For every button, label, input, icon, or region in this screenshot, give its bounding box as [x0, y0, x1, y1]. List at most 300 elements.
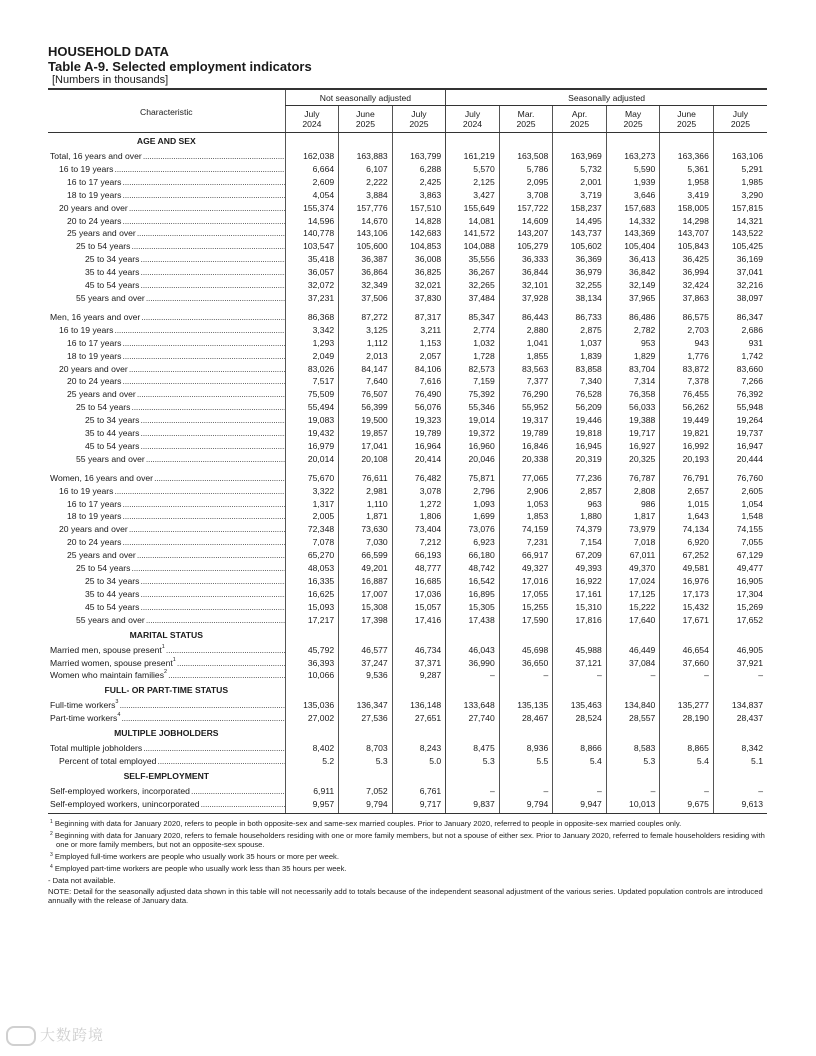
value-cell: 46,577 [339, 644, 393, 657]
table-row [48, 202, 767, 215]
value-cell: 2,782 [606, 324, 660, 337]
value-cell: 163,883 [339, 150, 393, 163]
value-cell: 143,707 [660, 227, 714, 240]
value-cell: 77,236 [553, 472, 607, 485]
value-cell: 161,219 [446, 150, 500, 163]
footnote: $^3$ Employed full-time workers are people who usually work 35 hours or more per week. [50, 851, 339, 861]
value-cell: – [606, 669, 660, 682]
value-cell: 37,371 [392, 657, 446, 670]
value-cell: 56,262 [660, 401, 714, 414]
value-cell: 75,509 [285, 388, 339, 401]
value-cell: 27,740 [446, 712, 500, 725]
value-cell: 8,475 [446, 742, 500, 755]
value-cell: 49,327 [499, 562, 553, 575]
value-cell: 2,657 [660, 485, 714, 498]
characteristic-header: Characteristic [48, 89, 285, 133]
value-cell: 86,733 [553, 311, 607, 324]
row-label: Percent of total employed . . . [59, 755, 285, 768]
row-label: 25 to 34 years . . . [85, 575, 285, 588]
period-month: July [732, 109, 749, 119]
value-cell: 17,173 [660, 588, 714, 601]
row-label: 45 to 54 years . . . [85, 601, 285, 614]
value-cell: 37,660 [660, 657, 714, 670]
value-cell: 1,032 [446, 337, 500, 350]
value-cell: 20,444 [713, 453, 767, 466]
value-cell: – [660, 669, 714, 682]
value-cell: 17,671 [660, 614, 714, 627]
value-cell: 17,041 [339, 440, 393, 453]
value-cell: 7,314 [606, 375, 660, 388]
table-row [48, 324, 767, 337]
table-row [48, 427, 767, 440]
value-cell: 74,159 [499, 523, 553, 536]
period-year: 2025 [677, 119, 697, 129]
value-cell: 157,722 [499, 202, 553, 215]
value-cell: 28,524 [553, 712, 607, 725]
value-cell: 14,298 [660, 215, 714, 228]
period-year: 2025 [516, 119, 536, 129]
value-cell: 16,979 [285, 440, 339, 453]
value-cell: 6,288 [392, 163, 446, 176]
table-row [48, 549, 767, 562]
value-cell: 75,392 [446, 388, 500, 401]
value-cell: 2,125 [446, 176, 500, 189]
value-cell: 19,014 [446, 414, 500, 427]
row-label: 55 years and over . . . [76, 453, 285, 466]
value-cell: 7,159 [446, 375, 500, 388]
value-cell: 55,494 [285, 401, 339, 414]
value-cell: 2,880 [499, 324, 553, 337]
value-cell: 19,449 [660, 414, 714, 427]
value-cell: 17,652 [713, 614, 767, 627]
value-cell: 163,508 [499, 150, 553, 163]
value-cell: 16,947 [713, 440, 767, 453]
value-cell: 5.0 [392, 755, 446, 768]
value-cell: 143,106 [339, 227, 393, 240]
value-cell: 16,976 [660, 575, 714, 588]
value-cell: 1,839 [553, 350, 607, 363]
table-row [48, 536, 767, 549]
table-row [48, 644, 767, 657]
table-row [48, 440, 767, 453]
row-label: 25 years and over . . . [67, 549, 285, 562]
value-cell: 1,015 [660, 498, 714, 511]
row-label: 25 years and over . . . [67, 388, 285, 401]
value-cell: 19,372 [446, 427, 500, 440]
value-cell: 46,905 [713, 644, 767, 657]
table-row [48, 350, 767, 363]
value-cell: 16,542 [446, 575, 500, 588]
value-cell: 143,737 [553, 227, 607, 240]
value-cell: 1,054 [713, 498, 767, 511]
value-cell: 3,646 [606, 189, 660, 202]
value-cell: 9,794 [339, 798, 393, 813]
value-cell: 37,863 [660, 292, 714, 305]
value-cell: 135,135 [499, 699, 553, 712]
value-cell: 46,734 [392, 644, 446, 657]
value-cell: 75,670 [285, 472, 339, 485]
period-month: June [356, 109, 375, 119]
value-cell: 1,853 [499, 510, 553, 523]
value-cell: 3,211 [392, 324, 446, 337]
value-cell: 14,609 [499, 215, 553, 228]
value-cell: 1,110 [339, 498, 393, 511]
value-cell: 9,287 [392, 669, 446, 682]
value-cell: 3,125 [339, 324, 393, 337]
value-cell: 17,590 [499, 614, 553, 627]
value-cell: 20,338 [499, 453, 553, 466]
value-cell: 37,231 [285, 292, 339, 305]
value-cell: 1,643 [660, 510, 714, 523]
footnotes [48, 819, 767, 905]
value-cell: 105,404 [606, 240, 660, 253]
table-row [48, 292, 767, 305]
row-label: 25 to 54 years . . . [76, 240, 285, 253]
value-cell: 15,269 [713, 601, 767, 614]
watermark-logo-icon [6, 1026, 36, 1046]
value-cell: 37,121 [553, 657, 607, 670]
value-cell: 56,033 [606, 401, 660, 414]
value-cell: 9,717 [392, 798, 446, 813]
value-cell: 87,272 [339, 311, 393, 324]
value-cell: 38,097 [713, 292, 767, 305]
value-cell: 28,437 [713, 712, 767, 725]
table-row [48, 240, 767, 253]
row-label: 16 to 19 years . . . [59, 485, 285, 498]
value-cell: 5,732 [553, 163, 607, 176]
value-cell: 45,988 [553, 644, 607, 657]
value-cell: 76,490 [392, 388, 446, 401]
value-cell: 56,209 [553, 401, 607, 414]
value-cell: 16,887 [339, 575, 393, 588]
row-label: 16 to 17 years . . . [67, 337, 285, 350]
section-header-row [48, 725, 767, 742]
value-cell: 8,866 [553, 742, 607, 755]
value-cell: 86,443 [499, 311, 553, 324]
value-cell: 9,947 [553, 798, 607, 813]
value-cell: 14,828 [392, 215, 446, 228]
row-label: Part-time workers$^4$ . . . [50, 712, 285, 725]
value-cell: 36,413 [606, 253, 660, 266]
value-cell: 133,648 [446, 699, 500, 712]
value-cell: 55,948 [713, 401, 767, 414]
value-cell: 66,180 [446, 549, 500, 562]
table-row [48, 575, 767, 588]
row-label: 20 to 24 years . . . [67, 215, 285, 228]
value-cell: 5,786 [499, 163, 553, 176]
value-cell: 1,939 [606, 176, 660, 189]
value-cell: 157,815 [713, 202, 767, 215]
value-cell: 2,808 [606, 485, 660, 498]
value-cell: 67,011 [606, 549, 660, 562]
value-cell: 83,704 [606, 363, 660, 376]
row-label: 45 to 54 years . . . [85, 279, 285, 292]
value-cell: 931 [713, 337, 767, 350]
table-row [48, 712, 767, 725]
value-cell: 49,201 [339, 562, 393, 575]
value-cell: 49,581 [660, 562, 714, 575]
period-header [392, 106, 446, 133]
value-cell: 49,370 [606, 562, 660, 575]
value-cell: 3,342 [285, 324, 339, 337]
value-cell: – [446, 669, 500, 682]
row-label: Women, 16 years and over . . . [50, 472, 285, 485]
value-cell: 16,846 [499, 440, 553, 453]
value-cell: 49,393 [553, 562, 607, 575]
value-cell: 3,719 [553, 189, 607, 202]
value-cell: 56,076 [392, 401, 446, 414]
value-cell: 74,155 [713, 523, 767, 536]
value-cell: 143,369 [606, 227, 660, 240]
value-cell: 10,066 [285, 669, 339, 682]
value-cell: 16,905 [713, 575, 767, 588]
value-cell: 73,979 [606, 523, 660, 536]
value-cell: 2,906 [499, 485, 553, 498]
row-label: Full-time workers$^3$ . . . [50, 699, 285, 712]
value-cell: 140,778 [285, 227, 339, 240]
value-cell: 14,596 [285, 215, 339, 228]
document-category: HOUSEHOLD DATA [48, 44, 169, 59]
table-row [48, 279, 767, 292]
value-cell: 16,945 [553, 440, 607, 453]
value-cell: 37,084 [606, 657, 660, 670]
value-cell: – [713, 669, 767, 682]
value-cell: 3,708 [499, 189, 553, 202]
value-cell: 32,424 [660, 279, 714, 292]
value-cell: 5,361 [660, 163, 714, 176]
value-cell: 2,425 [392, 176, 446, 189]
row-label: Total, 16 years and over . . . [50, 150, 285, 163]
value-cell: 16,685 [392, 575, 446, 588]
value-cell: 142,683 [392, 227, 446, 240]
value-cell: 2,981 [339, 485, 393, 498]
value-cell: 963 [553, 498, 607, 511]
value-cell: 36,369 [553, 253, 607, 266]
value-cell: 7,266 [713, 375, 767, 388]
value-cell: 19,717 [606, 427, 660, 440]
value-cell: 1,293 [285, 337, 339, 350]
value-cell: 1,153 [392, 337, 446, 350]
value-cell: 20,414 [392, 453, 446, 466]
value-cell: 16,895 [446, 588, 500, 601]
value-cell: 1,871 [339, 510, 393, 523]
value-cell: 134,840 [606, 699, 660, 712]
row-label: 55 years and over . . . [76, 292, 285, 305]
value-cell: 20,325 [606, 453, 660, 466]
value-cell: 15,305 [446, 601, 500, 614]
value-cell: – [713, 785, 767, 798]
section-header-row [48, 768, 767, 785]
value-cell: 19,789 [392, 427, 446, 440]
period-month: June [677, 109, 696, 119]
value-cell: 7,640 [339, 375, 393, 388]
value-cell: 36,825 [392, 266, 446, 279]
value-cell: 9,675 [660, 798, 714, 813]
table-row [48, 485, 767, 498]
value-cell: 76,611 [339, 472, 393, 485]
period-year: 2024 [302, 119, 322, 129]
period-header [339, 106, 393, 133]
value-cell: 2,875 [553, 324, 607, 337]
value-cell: 55,952 [499, 401, 553, 414]
value-cell: 17,161 [553, 588, 607, 601]
value-cell: 20,193 [660, 453, 714, 466]
table-title: Table A-9. Selected employment indicators [48, 59, 312, 74]
value-cell: 158,237 [553, 202, 607, 215]
period-header [606, 106, 660, 133]
value-cell: 6,761 [392, 785, 446, 798]
value-cell: 1,829 [606, 350, 660, 363]
value-cell: 74,379 [553, 523, 607, 536]
value-cell: 2,005 [285, 510, 339, 523]
value-cell: 19,388 [606, 414, 660, 427]
value-cell: 136,148 [392, 699, 446, 712]
value-cell: 19,323 [392, 414, 446, 427]
value-cell: 67,209 [553, 549, 607, 562]
row-label: 25 to 34 years . . . [85, 253, 285, 266]
row-label: 20 to 24 years . . . [67, 375, 285, 388]
section-header-row [48, 133, 767, 151]
period-year: 2025 [569, 119, 590, 129]
table-row [48, 614, 767, 627]
row-label: 20 years and over . . . [59, 202, 285, 215]
table-row [48, 601, 767, 614]
value-cell: 5.5 [499, 755, 553, 768]
value-cell: 1,880 [553, 510, 607, 523]
value-cell: 5.4 [553, 755, 607, 768]
value-cell: 163,273 [606, 150, 660, 163]
value-cell: 158,005 [660, 202, 714, 215]
table-row [48, 311, 767, 324]
value-cell: 143,207 [499, 227, 553, 240]
footnote: $^4$ Employed part-time workers are people who usually work less than 35 hours per week. [50, 863, 347, 873]
value-cell: 20,046 [446, 453, 500, 466]
value-cell: 7,030 [339, 536, 393, 549]
row-label: 16 to 17 years . . . [67, 176, 285, 189]
row-label: 35 to 44 years . . . [85, 588, 285, 601]
value-cell: 5.3 [339, 755, 393, 768]
table-row [48, 472, 767, 485]
value-cell: 134,837 [713, 699, 767, 712]
value-cell: 45,698 [499, 644, 553, 657]
value-cell: 15,308 [339, 601, 393, 614]
table-row [48, 510, 767, 523]
value-cell: – [446, 785, 500, 798]
period-month: Apr. [571, 109, 588, 119]
value-cell: 5,291 [713, 163, 767, 176]
period-month: July [411, 109, 427, 119]
value-cell: 163,969 [553, 150, 607, 163]
value-cell: 1,093 [446, 498, 500, 511]
value-cell: 7,055 [713, 536, 767, 549]
value-cell: 157,683 [606, 202, 660, 215]
value-cell: 17,055 [499, 588, 553, 601]
value-cell: 17,007 [339, 588, 393, 601]
row-label: 35 to 44 years . . . [85, 427, 285, 440]
value-cell: 28,190 [660, 712, 714, 725]
table-row [48, 150, 767, 163]
value-cell: 76,528 [553, 388, 607, 401]
value-cell: – [606, 785, 660, 798]
value-cell: 32,149 [606, 279, 660, 292]
row-label: 55 years and over . . . [76, 614, 285, 627]
section-title: SELF-EMPLOYMENT [123, 770, 210, 781]
watermark-text: 大数跨境 [40, 1026, 105, 1044]
value-cell: 1,776 [660, 350, 714, 363]
section-title: AGE AND SEX [136, 136, 196, 146]
not-seasonally-adjusted-header: Not seasonally adjusted [285, 89, 446, 106]
value-cell: 1,728 [446, 350, 500, 363]
period-month: July [304, 109, 320, 119]
section-header-row [48, 682, 767, 699]
value-cell: 36,994 [660, 266, 714, 279]
row-label: 20 years and over . . . [59, 523, 285, 536]
table-row [48, 523, 767, 536]
value-cell: 5.4 [660, 755, 714, 768]
value-cell: 32,255 [553, 279, 607, 292]
value-cell: 3,419 [660, 189, 714, 202]
value-cell: 74,134 [660, 523, 714, 536]
value-cell: 83,026 [285, 363, 339, 376]
value-cell: 2,605 [713, 485, 767, 498]
value-cell: 1,855 [499, 350, 553, 363]
value-cell: – [660, 785, 714, 798]
value-cell: 135,277 [660, 699, 714, 712]
value-cell: 157,510 [392, 202, 446, 215]
value-cell: 105,425 [713, 240, 767, 253]
value-cell: 4,054 [285, 189, 339, 202]
table-row [48, 227, 767, 240]
period-month: May [624, 109, 642, 119]
value-cell: 16,922 [553, 575, 607, 588]
value-cell: 141,572 [446, 227, 500, 240]
row-label: 20 years and over . . . [59, 363, 285, 376]
row-label: 16 to 17 years . . . [67, 498, 285, 511]
footnote-marker: 1 [172, 656, 176, 663]
employment-indicators-table [48, 88, 767, 814]
value-cell: 8,583 [606, 742, 660, 755]
value-cell: 2,057 [392, 350, 446, 363]
value-cell: 7,231 [499, 536, 553, 549]
value-cell: 37,041 [713, 266, 767, 279]
value-cell: 6,911 [285, 785, 339, 798]
value-cell: 35,418 [285, 253, 339, 266]
value-cell: 17,016 [499, 575, 553, 588]
value-cell: 15,255 [499, 601, 553, 614]
value-cell: 15,057 [392, 601, 446, 614]
table-row [48, 375, 767, 388]
value-cell: 36,393 [285, 657, 339, 670]
value-cell: 3,884 [339, 189, 393, 202]
row-label: Married women, spouse present$^1$ . . . [50, 657, 285, 670]
value-cell: 37,965 [606, 292, 660, 305]
table-row [48, 176, 767, 189]
value-cell: 35,556 [446, 253, 500, 266]
period-header [713, 106, 767, 133]
value-cell: 136,347 [339, 699, 393, 712]
value-cell: 14,081 [446, 215, 500, 228]
footnote-marker: 3 [115, 699, 119, 706]
value-cell: 36,333 [499, 253, 553, 266]
value-cell: 9,957 [285, 798, 339, 813]
period-month: Mar. [517, 109, 535, 119]
units-note: [Numbers in thousands] [52, 74, 169, 86]
value-cell: 135,463 [553, 699, 607, 712]
value-cell: 2,095 [499, 176, 553, 189]
period-year: 2025 [623, 119, 643, 129]
footnote-marker: 1 [161, 643, 165, 650]
value-cell: 17,398 [339, 614, 393, 627]
